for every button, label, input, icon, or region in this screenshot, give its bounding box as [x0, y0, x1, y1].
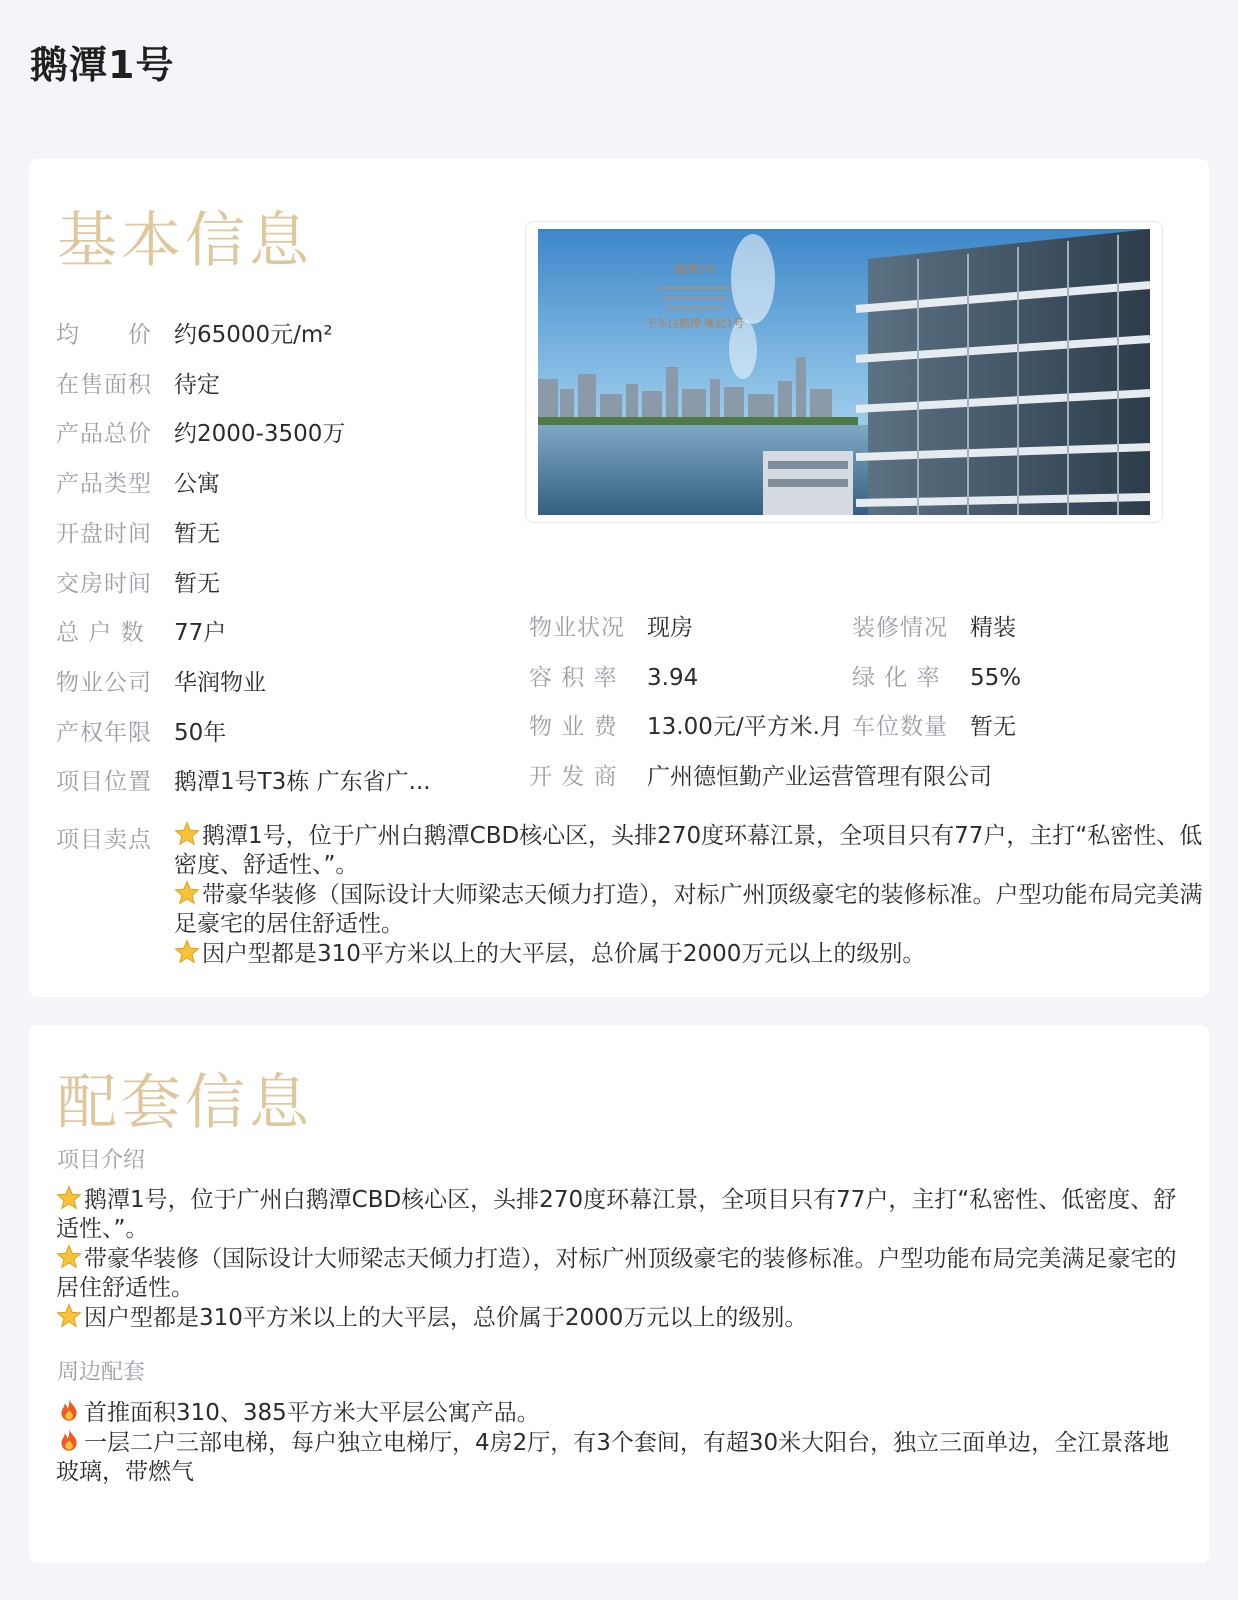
info-row	[56, 565, 220, 598]
info-row	[56, 415, 345, 448]
bullet-line	[174, 821, 1206, 880]
info-label: 物 业 费	[529, 714, 618, 741]
info-label: 总 户 数	[56, 620, 145, 647]
bullet-text: 鹅潭1号，位于广州白鹅潭CBD核心区，头排270度环幕江景，全项目只有77户，主打“私密性、低密度、舒适性、”。	[56, 1187, 1177, 1242]
info-value: 3.94	[647, 664, 699, 691]
selling-points-label: 项目卖点	[56, 827, 152, 853]
info-row	[56, 664, 266, 697]
info-value: 77户	[174, 620, 227, 647]
info-row	[56, 614, 226, 647]
info-label: 在售面积	[56, 371, 152, 398]
info-value: 广州德恒勤产业运营管理有限公司	[647, 764, 992, 791]
info-row	[852, 609, 1016, 642]
page-title: 鹅潭1号	[30, 43, 175, 87]
star-icon	[56, 1244, 82, 1270]
info-label: 交房时间	[56, 570, 152, 597]
info-label: 绿 化 率	[852, 664, 941, 691]
info-label: 物业公司	[56, 669, 152, 696]
project-rendering-svg	[538, 229, 1150, 515]
info-value: 50年	[174, 719, 227, 746]
info-value: 华润物业	[174, 669, 266, 696]
info-label: 均 价	[56, 322, 152, 348]
project-rendering-image[interactable]	[525, 221, 1163, 523]
hero-brand-text: 鹅潭1号	[675, 263, 715, 276]
info-value: 精装	[970, 615, 1016, 641]
info-row	[529, 758, 992, 791]
info-label: 项目位置	[56, 769, 152, 796]
info-row	[56, 316, 333, 349]
bullet-text: 鹅潭1号，位于广州白鹅潭CBD核心区，头排270度环幕江景，全项目只有77户，主打“私密性、低密度、舒适性、”。	[174, 823, 1203, 878]
info-row	[56, 515, 220, 548]
selling-points-text	[174, 821, 1206, 969]
surround-label: 周边配套	[57, 1360, 146, 1385]
bullet-text: 带豪华装修（国际设计大师梁志天倾力打造），对标广州顶级豪宅的装修标准。户型功能布局完美满足豪宅的居住舒适性。	[174, 882, 1203, 937]
info-row	[56, 465, 220, 498]
bullet-line	[56, 1185, 1186, 1244]
info-row	[852, 659, 1021, 692]
info-value: 暂无	[174, 570, 220, 597]
star-icon	[174, 939, 200, 965]
info-value: 暂无	[970, 714, 1016, 741]
selling-points	[56, 821, 1206, 969]
fire-icon	[56, 1428, 82, 1454]
info-label: 产品总价	[56, 421, 152, 448]
star-icon	[174, 880, 200, 906]
star-icon	[56, 1303, 82, 1329]
info-label: 开盘时间	[56, 520, 152, 547]
info-row	[529, 708, 843, 741]
info-value: 现房	[647, 615, 693, 641]
bullet-text: 首推面积310、385平方米大平层公寓产品。	[84, 1400, 540, 1426]
basic-info-heading: 基本信息	[57, 206, 313, 276]
bullet-text: 一层二户三部电梯，每户独立电梯厅，4房2厅，有3个套间，有超30米大阳台，独立三面单边，全江景落地玻璃，带燃气	[56, 1430, 1170, 1485]
hero-slogan-text: 千年白鹅潭 唯此1号	[645, 317, 745, 330]
info-row	[529, 609, 693, 642]
bullet-text: 因户型都是310平方米以上的大平层，总价属于2000万元以上的级别。	[202, 941, 926, 967]
bullet-text: 带豪华装修（国际设计大师梁志天倾力打造），对标广州顶级豪宅的装修标准。户型功能布局完美满足豪宅的居住舒适性。	[56, 1246, 1177, 1301]
info-row	[529, 659, 698, 692]
fire-icon	[56, 1398, 82, 1424]
info-value: 暂无	[174, 520, 220, 547]
bullet-line	[56, 1244, 1186, 1303]
info-label: 产权年限	[56, 719, 152, 746]
intro-label: 项目介绍	[57, 1148, 146, 1173]
info-value: 约65000元/m²	[174, 322, 333, 348]
bullet-line	[56, 1398, 1186, 1428]
info-value: 待定	[174, 371, 220, 398]
surround-text	[56, 1398, 1186, 1487]
facility-info-card	[29, 1025, 1209, 1563]
info-label: 车位数量	[852, 714, 948, 741]
intro-text	[56, 1185, 1186, 1333]
info-label: 产品类型	[56, 471, 152, 498]
info-value: 鹅潭1号T3栋 广东省广...	[174, 769, 431, 796]
info-value: 55%	[970, 664, 1022, 691]
bullet-line	[174, 880, 1206, 939]
info-label: 容 积 率	[529, 664, 618, 691]
info-row	[56, 366, 220, 399]
bullet-line	[174, 939, 1206, 969]
info-label: 开 发 商	[529, 764, 618, 791]
bullet-text: 因户型都是310平方米以上的大平层，总价属于2000万元以上的级别。	[84, 1305, 808, 1331]
info-label: 物业状况	[529, 615, 625, 641]
bullet-line	[56, 1428, 1186, 1487]
basic-info-card	[29, 159, 1209, 997]
info-value: 公寓	[174, 471, 220, 498]
info-row	[56, 763, 431, 796]
info-value: 13.00元/平方米.月	[647, 714, 843, 741]
bullet-line	[56, 1303, 1186, 1333]
info-label: 装修情况	[852, 615, 948, 641]
star-icon	[174, 821, 200, 847]
info-row	[56, 714, 226, 747]
star-icon	[56, 1185, 82, 1211]
info-value: 约2000-3500万	[174, 421, 346, 448]
facility-info-heading: 配套信息	[57, 1068, 313, 1138]
info-row	[852, 708, 1016, 741]
